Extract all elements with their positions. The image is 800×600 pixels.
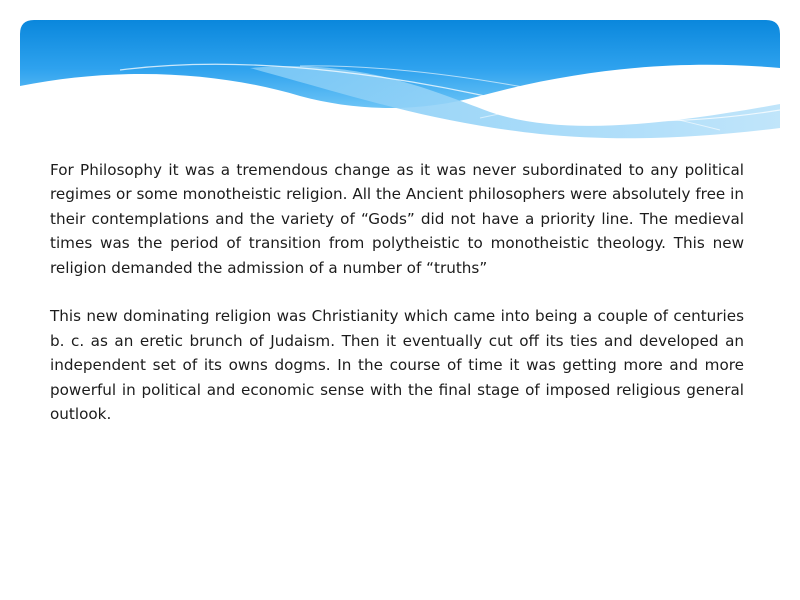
paragraph-2: This new dominating religion was Christianity which came into being a couple of centuries b. c. as an eretic brunch of Judaism. Then it eventually cut off its ties and developed an independent set of its owns dogms. In the course of time it was getting more and more powerful in political and economic sense with the final stage of imposed religious general outlook. <box>50 307 744 424</box>
header-wave-decoration <box>0 0 800 150</box>
paragraph-1: For Philosophy it was a tremendous change as it was never subordinated to any political regimes or some monotheistic religion. All the Ancient philosophers were absolutely free in their contemplations and the variety of “Gods” did not have a priority line. The medieval times was the period of transition from polytheistic to monotheistic theology. This new religion demanded the admission of a number of “truths” <box>50 161 744 277</box>
body-text <box>50 158 744 426</box>
